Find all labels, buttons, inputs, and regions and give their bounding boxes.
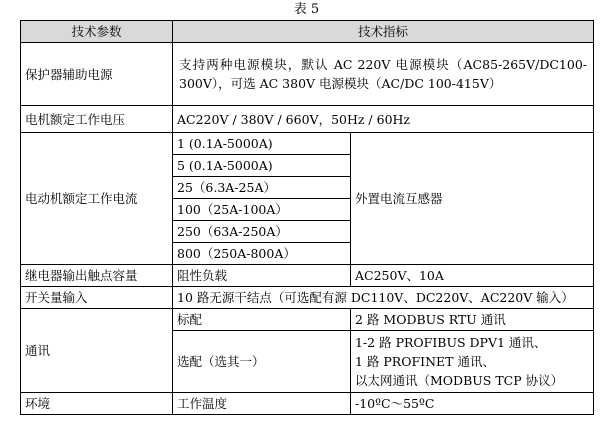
row-label-aux-power: 保护器辅助电源 (21, 43, 173, 106)
row-label-relay: 继电器输出触点容量 (21, 265, 173, 287)
comm-optional-label: 选配（选其一） (173, 331, 351, 393)
header-param: 技术参数 (21, 21, 173, 43)
current-option: 100（25A-100A） (173, 199, 351, 221)
row-label-comm: 通讯 (21, 309, 173, 393)
row-label-environment: 环境 (21, 393, 173, 415)
row-value-relay: AC250V、10A (351, 265, 594, 287)
current-option: 800（250A-800A） (173, 243, 351, 265)
table-row (21, 309, 594, 331)
comm-optional-line: 1-2 路 PROFIBUS DPV1 通讯、 (355, 335, 547, 350)
current-option: 250（63A-250A） (173, 221, 351, 243)
table-row (21, 133, 594, 155)
current-option: 1 (0.1A-5000A) (173, 133, 351, 155)
table-row (21, 393, 594, 415)
comm-standard-value: 2 路 MODBUS RTU 通讯 (351, 309, 594, 331)
row-param-environment: 工作温度 (173, 393, 351, 415)
row-value-aux-power: 支持两种电源模块，默认 AC 220V 电源模块（AC85-265V/DC100-300V），可选 AC 380V 电源模块（AC/DC 100-415V） (173, 43, 594, 106)
current-option: 5 (0.1A-5000A) (173, 155, 351, 177)
table-caption: 表 5 (293, 2, 320, 17)
spec-table (20, 20, 594, 415)
table-row (21, 43, 594, 106)
row-label-digital-input: 开关量输入 (21, 287, 173, 309)
row-value-environment: -10ºC～55ºC (351, 393, 594, 415)
comm-standard-label: 标配 (173, 309, 351, 331)
row-value-digital-input: 10 路无源干结点（可选配有源 DC110V、DC220V、AC220V 输入） (173, 287, 594, 309)
table-row (21, 287, 594, 309)
current-option: 25（6.3A-25A） (173, 177, 351, 199)
table-header-row (21, 21, 594, 43)
row-label-rated-voltage: 电机额定工作电压 (21, 106, 173, 133)
comm-optional-line: 1 路 PROFINET 通讯、 (355, 354, 495, 369)
row-load-relay: 阻性负载 (173, 265, 351, 287)
table-row (21, 265, 594, 287)
header-spec: 技术指标 (173, 21, 594, 43)
row-note-rated-current: 外置电流互感器 (351, 133, 594, 265)
comm-optional-line: 以太网通讯（MODBUS TCP 协议） (355, 373, 564, 388)
table-row (21, 106, 594, 133)
comm-optional-value (351, 331, 594, 393)
row-value-rated-voltage: AC220V / 380V / 660V，50Hz / 60Hz (173, 106, 594, 133)
row-label-rated-current: 电动机额定工作电流 (21, 133, 173, 265)
